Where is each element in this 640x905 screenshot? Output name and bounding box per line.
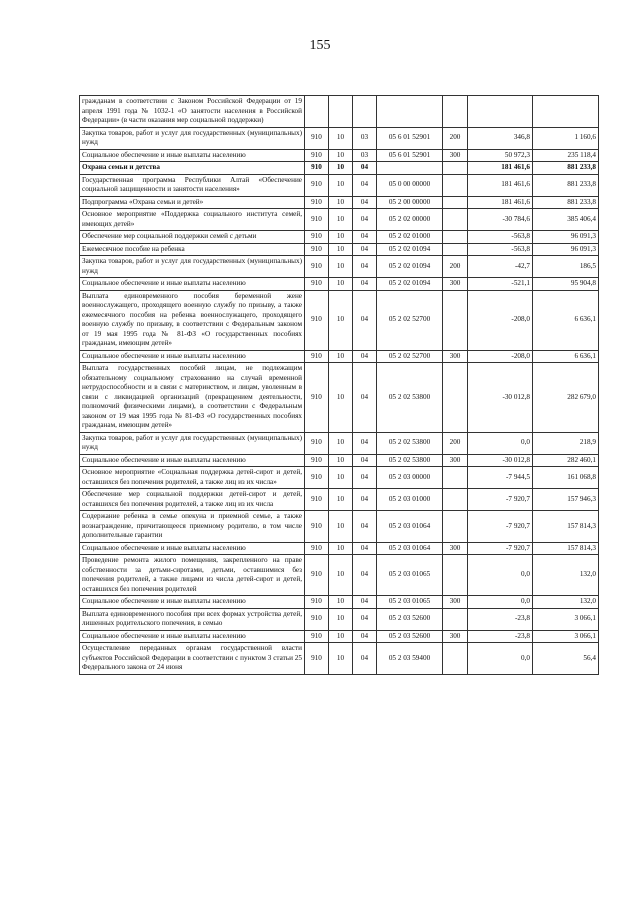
row-csr: 05 2 03 52600 <box>377 630 443 643</box>
row-pr: 04 <box>353 243 377 256</box>
row-vr <box>443 363 468 433</box>
row-rz: 10 <box>329 231 353 244</box>
table-row <box>80 96 599 128</box>
row-sum1: -23,8 <box>468 630 533 643</box>
row-name: Ежемесячное пособие на ребенка <box>80 243 305 256</box>
row-gr: 910 <box>305 511 329 543</box>
row-pr: 04 <box>353 630 377 643</box>
row-pr: 04 <box>353 608 377 630</box>
table-row <box>80 454 599 467</box>
row-rz: 10 <box>329 489 353 511</box>
row-name: Осуществление переданных органам государственной власти субъектов Российской Федерации в соответствии с пунктом 3 статьи 25 Федерального закона от 24 июня <box>80 643 305 675</box>
row-sum2: 161 068,8 <box>533 467 599 489</box>
row-pr: 04 <box>353 467 377 489</box>
row-sum2: 6 636,1 <box>533 290 599 350</box>
row-pr: 04 <box>353 555 377 596</box>
row-sum1: -30 012,8 <box>468 363 533 433</box>
row-csr: 05 2 03 59400 <box>377 643 443 675</box>
row-rz: 10 <box>329 596 353 609</box>
row-sum1: -563,8 <box>468 243 533 256</box>
row-sum1: -7 920,7 <box>468 542 533 555</box>
row-rz: 10 <box>329 162 353 175</box>
row-sum1: 0,0 <box>468 555 533 596</box>
row-rz: 10 <box>329 350 353 363</box>
row-sum2: 157 814,3 <box>533 511 599 543</box>
row-sum1: -563,8 <box>468 231 533 244</box>
row-vr <box>443 511 468 543</box>
row-sum2: 95 904,8 <box>533 278 599 291</box>
row-sum2: 96 091,3 <box>533 243 599 256</box>
row-vr <box>443 231 468 244</box>
row-gr: 910 <box>305 209 329 231</box>
row-gr: 910 <box>305 196 329 209</box>
row-gr: 910 <box>305 243 329 256</box>
row-sum1: -42,7 <box>468 256 533 278</box>
row-name: Выплата единовременного пособия при всех формах устройства детей, лишенных родительского попечения, в семью <box>80 608 305 630</box>
row-pr: 04 <box>353 209 377 231</box>
row-gr: 910 <box>305 432 329 454</box>
row-gr: 910 <box>305 256 329 278</box>
row-gr: 910 <box>305 350 329 363</box>
row-csr: 05 6 01 52901 <box>377 127 443 149</box>
row-name: Социальное обеспечение и иные выплаты населению <box>80 542 305 555</box>
row-name: Закупка товаров, работ и услуг для государственных (муниципальных) нужд <box>80 432 305 454</box>
table-row <box>80 174 599 196</box>
row-csr: 05 2 02 01094 <box>377 278 443 291</box>
row-pr: 04 <box>353 363 377 433</box>
table-row <box>80 162 599 175</box>
row-sum1: -521,1 <box>468 278 533 291</box>
row-gr: 910 <box>305 290 329 350</box>
row-gr: 910 <box>305 643 329 675</box>
row-vr <box>443 608 468 630</box>
row-pr: 04 <box>353 231 377 244</box>
row-sum2: 6 636,1 <box>533 350 599 363</box>
row-sum2: 3 066,1 <box>533 630 599 643</box>
table-row <box>80 278 599 291</box>
row-vr: 300 <box>443 149 468 162</box>
row-name: гражданам в соответствии с Законом Российской Федерации от 19 апреля 1991 года № 1032-1 «О занятости населения в Российской Федерации» (в части оказания мер социальной поддержки) <box>80 96 305 128</box>
row-pr: 04 <box>353 432 377 454</box>
row-pr: 04 <box>353 542 377 555</box>
row-sum2: 132,0 <box>533 555 599 596</box>
row-vr: 300 <box>443 630 468 643</box>
row-rz: 10 <box>329 243 353 256</box>
table-row <box>80 643 599 675</box>
row-gr: 910 <box>305 149 329 162</box>
row-rz: 10 <box>329 127 353 149</box>
row-name: Обеспечение мер социальной поддержки детей-сирот и детей, оставшихся без попечения родителей, а также лиц из их числа <box>80 489 305 511</box>
table-row <box>80 290 599 350</box>
row-csr: 05 2 03 01064 <box>377 511 443 543</box>
row-name: Проведение ремонта жилого помещения, закрепленного на праве собственности за детьми-сиротами, детьми, оставшимися без попечения родителей, а также лицами из числа детей-сирот и детей, оставшихся без попечения родителей <box>80 555 305 596</box>
row-sum2: 157 814,3 <box>533 542 599 555</box>
row-csr: 05 2 02 53800 <box>377 454 443 467</box>
row-rz: 10 <box>329 363 353 433</box>
row-vr <box>443 174 468 196</box>
row-rz: 10 <box>329 256 353 278</box>
row-gr: 910 <box>305 542 329 555</box>
row-sum1: 181 461,6 <box>468 196 533 209</box>
row-pr: 04 <box>353 643 377 675</box>
row-sum2: 186,5 <box>533 256 599 278</box>
row-sum2: 1 160,6 <box>533 127 599 149</box>
row-gr: 910 <box>305 596 329 609</box>
row-csr: 05 2 03 00000 <box>377 467 443 489</box>
row-rz: 10 <box>329 608 353 630</box>
row-gr: 910 <box>305 630 329 643</box>
row-name: Выплата единовременного пособия беременной жене военнослужащего, проходящего военную службу по призыву, а также ежемесячного пособия на ребенка военнослужащего, проходящего военную службу по призыву, в соответствии с Федеральным законом от 19 мая 1995 года № 81-ФЗ «О государственных пособиях гражданам, имеющим детей» <box>80 290 305 350</box>
row-rz: 10 <box>329 290 353 350</box>
row-rz: 10 <box>329 542 353 555</box>
row-name: Выплата государственных пособий лицам, не подлежащим обязательному социальному страхованию на случай временной нетрудоспособности и в связи с материнством, и лицам, уволенным в связи с ликвидацией организаций (прекращением деятельности, полномочий физическими лицами), в соответствии с Федеральным законом от 19 мая 1995 года № 81-ФЗ «О государственных пособиях гражданам, имеющим детей» <box>80 363 305 433</box>
table-row <box>80 231 599 244</box>
row-vr <box>443 555 468 596</box>
row-gr: 910 <box>305 363 329 433</box>
table-row <box>80 149 599 162</box>
row-sum1: -30 012,8 <box>468 454 533 467</box>
row-sum1: -7 920,7 <box>468 489 533 511</box>
row-vr: 300 <box>443 454 468 467</box>
row-sum1 <box>468 96 533 128</box>
row-gr: 910 <box>305 608 329 630</box>
row-rz: 10 <box>329 467 353 489</box>
row-sum1: 181 461,6 <box>468 174 533 196</box>
row-csr: 05 2 00 00000 <box>377 196 443 209</box>
row-vr <box>443 467 468 489</box>
row-sum2: 282 460,1 <box>533 454 599 467</box>
row-name: Основное мероприятие «Поддержка социального института семей, имеющих детей» <box>80 209 305 231</box>
row-csr: 05 2 02 01094 <box>377 256 443 278</box>
row-sum1: -7 920,7 <box>468 511 533 543</box>
row-pr <box>353 96 377 128</box>
table-row <box>80 489 599 511</box>
row-sum2: 56,4 <box>533 643 599 675</box>
table-row <box>80 630 599 643</box>
row-vr <box>443 209 468 231</box>
row-csr: 05 2 02 52700 <box>377 290 443 350</box>
row-name: Охрана семьи и детства <box>80 162 305 175</box>
row-csr <box>377 162 443 175</box>
row-csr <box>377 96 443 128</box>
row-rz: 10 <box>329 643 353 675</box>
row-sum2: 132,0 <box>533 596 599 609</box>
row-csr: 05 2 03 01065 <box>377 555 443 596</box>
row-pr: 04 <box>353 596 377 609</box>
row-vr: 300 <box>443 350 468 363</box>
row-vr: 200 <box>443 256 468 278</box>
row-pr: 04 <box>353 454 377 467</box>
row-vr <box>443 643 468 675</box>
row-name: Основное мероприятие «Социальная поддержка детей-сирот и детей, оставшихся без попечения родителей, а также лиц из их числа» <box>80 467 305 489</box>
row-sum2: 218,9 <box>533 432 599 454</box>
row-sum2: 282 679,0 <box>533 363 599 433</box>
row-vr: 300 <box>443 596 468 609</box>
row-gr <box>305 96 329 128</box>
row-gr: 910 <box>305 454 329 467</box>
row-csr: 05 2 02 01000 <box>377 231 443 244</box>
table-row <box>80 350 599 363</box>
row-gr: 910 <box>305 555 329 596</box>
row-name: Обеспечение мер социальной поддержки семей с детьми <box>80 231 305 244</box>
row-name: Социальное обеспечение и иные выплаты населению <box>80 350 305 363</box>
row-pr: 04 <box>353 174 377 196</box>
row-rz: 10 <box>329 209 353 231</box>
row-pr: 04 <box>353 256 377 278</box>
row-sum1: -7 944,5 <box>468 467 533 489</box>
row-vr <box>443 162 468 175</box>
row-rz <box>329 96 353 128</box>
row-vr <box>443 96 468 128</box>
row-name: Социальное обеспечение и иные выплаты населению <box>80 596 305 609</box>
row-vr: 300 <box>443 542 468 555</box>
table-row <box>80 363 599 433</box>
row-sum2: 881 233,8 <box>533 196 599 209</box>
row-csr: 05 2 02 01094 <box>377 243 443 256</box>
row-sum2 <box>533 96 599 128</box>
table-row <box>80 542 599 555</box>
row-name: Закупка товаров, работ и услуг для государственных (муниципальных) нужд <box>80 127 305 149</box>
row-pr: 04 <box>353 350 377 363</box>
budget-table <box>79 95 599 675</box>
row-vr <box>443 196 468 209</box>
row-rz: 10 <box>329 278 353 291</box>
table-row <box>80 209 599 231</box>
row-vr: 200 <box>443 432 468 454</box>
row-name: Социальное обеспечение и иные выплаты населению <box>80 149 305 162</box>
row-vr <box>443 290 468 350</box>
row-sum1: 50 972,3 <box>468 149 533 162</box>
row-csr: 05 2 02 00000 <box>377 209 443 231</box>
row-sum1: 181 461,6 <box>468 162 533 175</box>
row-csr: 05 2 02 53800 <box>377 363 443 433</box>
row-vr: 300 <box>443 278 468 291</box>
row-rz: 10 <box>329 196 353 209</box>
row-sum1: 0,0 <box>468 596 533 609</box>
table-row <box>80 608 599 630</box>
row-gr: 910 <box>305 174 329 196</box>
row-gr: 910 <box>305 489 329 511</box>
row-rz: 10 <box>329 174 353 196</box>
row-gr: 910 <box>305 127 329 149</box>
row-vr <box>443 243 468 256</box>
table-row <box>80 467 599 489</box>
row-sum1: -208,0 <box>468 350 533 363</box>
row-csr: 05 2 03 01064 <box>377 542 443 555</box>
table-row <box>80 243 599 256</box>
row-pr: 04 <box>353 290 377 350</box>
row-pr: 03 <box>353 127 377 149</box>
row-sum1: -23,8 <box>468 608 533 630</box>
row-rz: 10 <box>329 454 353 467</box>
row-csr: 05 2 02 53800 <box>377 432 443 454</box>
row-csr: 05 2 03 52600 <box>377 608 443 630</box>
row-pr: 04 <box>353 196 377 209</box>
table-row <box>80 555 599 596</box>
table-row <box>80 432 599 454</box>
row-sum2: 235 118,4 <box>533 149 599 162</box>
row-gr: 910 <box>305 162 329 175</box>
row-name: Подпрограмма «Охрана семьи и детей» <box>80 196 305 209</box>
row-pr: 04 <box>353 489 377 511</box>
row-name: Социальное обеспечение и иные выплаты населению <box>80 278 305 291</box>
row-pr: 04 <box>353 162 377 175</box>
row-rz: 10 <box>329 149 353 162</box>
table-row <box>80 511 599 543</box>
table-row <box>80 256 599 278</box>
row-sum2: 3 066,1 <box>533 608 599 630</box>
row-gr: 910 <box>305 231 329 244</box>
row-name: Содержание ребенка в семье опекуна и приемной семье, а также вознаграждение, причитающееся приемному родителю, в том числе дополнительные гарантии <box>80 511 305 543</box>
row-rz: 10 <box>329 630 353 643</box>
row-csr: 05 2 03 01000 <box>377 489 443 511</box>
row-gr: 910 <box>305 278 329 291</box>
row-pr: 04 <box>353 511 377 543</box>
row-csr: 05 2 03 01065 <box>377 596 443 609</box>
row-vr <box>443 489 468 511</box>
row-pr: 04 <box>353 278 377 291</box>
table-row <box>80 127 599 149</box>
row-csr: 05 6 01 52901 <box>377 149 443 162</box>
row-sum2: 385 406,4 <box>533 209 599 231</box>
row-name: Государственная программа Республики Алтай «Обеспечение социальной защищенности и занятости населения» <box>80 174 305 196</box>
row-pr: 03 <box>353 149 377 162</box>
row-vr: 200 <box>443 127 468 149</box>
row-sum2: 881 233,8 <box>533 174 599 196</box>
row-sum2: 881 233,8 <box>533 162 599 175</box>
row-csr: 05 2 02 52700 <box>377 350 443 363</box>
row-name: Социальное обеспечение и иные выплаты населению <box>80 454 305 467</box>
row-rz: 10 <box>329 432 353 454</box>
table-row <box>80 196 599 209</box>
row-sum1: -30 784,6 <box>468 209 533 231</box>
page-number: 155 <box>309 38 331 53</box>
table-row <box>80 596 599 609</box>
row-sum1: 0,0 <box>468 643 533 675</box>
row-name: Закупка товаров, работ и услуг для государственных (муниципальных) нужд <box>80 256 305 278</box>
row-rz: 10 <box>329 555 353 596</box>
row-sum1: -208,0 <box>468 290 533 350</box>
row-sum1: 346,8 <box>468 127 533 149</box>
row-sum2: 96 091,3 <box>533 231 599 244</box>
row-sum1: 0,0 <box>468 432 533 454</box>
row-rz: 10 <box>329 511 353 543</box>
row-sum2: 157 946,3 <box>533 489 599 511</box>
row-csr: 05 0 00 00000 <box>377 174 443 196</box>
row-gr: 910 <box>305 467 329 489</box>
row-name: Социальное обеспечение и иные выплаты населению <box>80 630 305 643</box>
